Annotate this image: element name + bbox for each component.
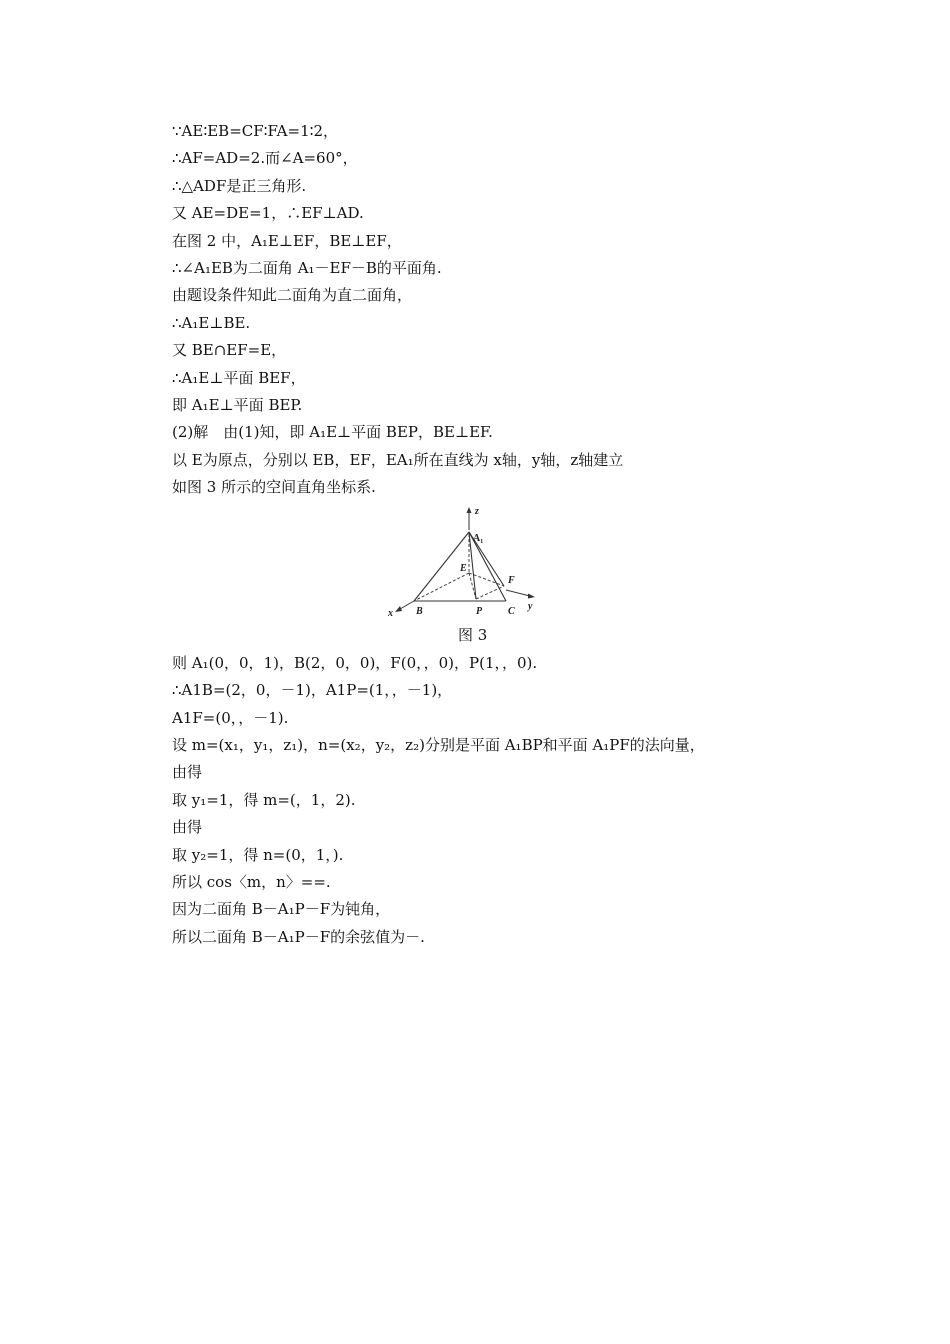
label-y: y — [528, 600, 533, 612]
text-line: 以 E为原点，分别以 EB，EF，EA₁所在直线为 x轴，y轴，z轴建立 — [172, 450, 624, 469]
text-line: 取 y₁=1，得 m=(，1，2). — [172, 790, 356, 809]
text-line: ∴∠A₁EB为二面角 A₁－EF－B的平面角. — [172, 259, 442, 278]
text-line: ∴△ADF是正三角形. — [172, 176, 307, 195]
text-line: 设 m=(x₁，y₁，z₁)，n=(x₂，y₂，z₂)分别是平面 A₁BP和平面 A₁PF的法向量， — [172, 735, 705, 754]
text-line: 如图 3 所示的空间直角坐标系. — [172, 478, 376, 497]
text-line: ∵AE∶EB=CF∶FA=1∶2， — [172, 122, 339, 140]
text-line: ∴AF=AD=2.而∠A=60°， — [172, 149, 358, 168]
y-axis — [506, 590, 530, 596]
z-axis-arrow — [467, 507, 472, 513]
text-line: 所以二面角 B－A₁P－F的余弦值为－. — [172, 927, 425, 946]
text-line: ∴A₁E⊥平面 BEF， — [172, 368, 306, 387]
text-line: 又 AE=DE=1，∴EF⊥AD. — [172, 204, 364, 223]
label-P: P — [476, 605, 483, 617]
text-line: 在图 2 中，A₁E⊥EF，BE⊥EF， — [172, 231, 402, 250]
text-block-before — [172, 118, 792, 502]
figure-3 — [388, 505, 564, 646]
text-line: 则 A₁(0，0，1)，B(2，0，0)，F(0，，0)，P(1，，0). — [172, 653, 538, 672]
text-block-after — [172, 650, 792, 951]
text-line: ∴A₁E⊥BE. — [172, 313, 251, 332]
edge-PF — [476, 586, 504, 599]
document-body — [172, 118, 792, 951]
label-B: B — [416, 605, 423, 617]
text-line: 因为二面角 B－A₁P－F为钝角， — [172, 900, 391, 919]
label-F: F — [508, 574, 515, 586]
label-A1: A₁ — [473, 532, 484, 544]
text-line: A1F=(0，，－1). — [172, 708, 289, 727]
coordinate-diagram — [388, 505, 564, 620]
label-x: x — [388, 607, 393, 619]
text-line: (2)解 由(1)知，即 A₁E⊥平面 BEP，BE⊥EF. — [172, 423, 493, 442]
text-line: 又 BE∩EF=E， — [172, 341, 287, 360]
text-line: 由题设条件知此二面角为直二面角， — [172, 286, 413, 305]
y-axis-arrow — [528, 593, 535, 598]
label-z: z — [475, 505, 479, 517]
text-line: ∴A1B=(2，0，－1)，A1P=(1，，－1)， — [172, 681, 453, 700]
label-C: C — [508, 605, 515, 617]
text-line: 由得 — [172, 763, 203, 782]
text-line: 即 A₁E⊥平面 BEP. — [172, 396, 303, 415]
text-line: 由得 — [172, 818, 203, 837]
figure-caption: 图 3 — [458, 625, 488, 644]
x-axis — [400, 601, 414, 609]
text-line: 取 y₂=1，得 n=(0，1，). — [172, 845, 344, 864]
text-line: 所以 cos〈m，n〉==. — [172, 872, 331, 891]
x-axis-arrow — [395, 606, 402, 612]
edge-EB — [414, 573, 469, 601]
label-E: E — [460, 562, 467, 574]
